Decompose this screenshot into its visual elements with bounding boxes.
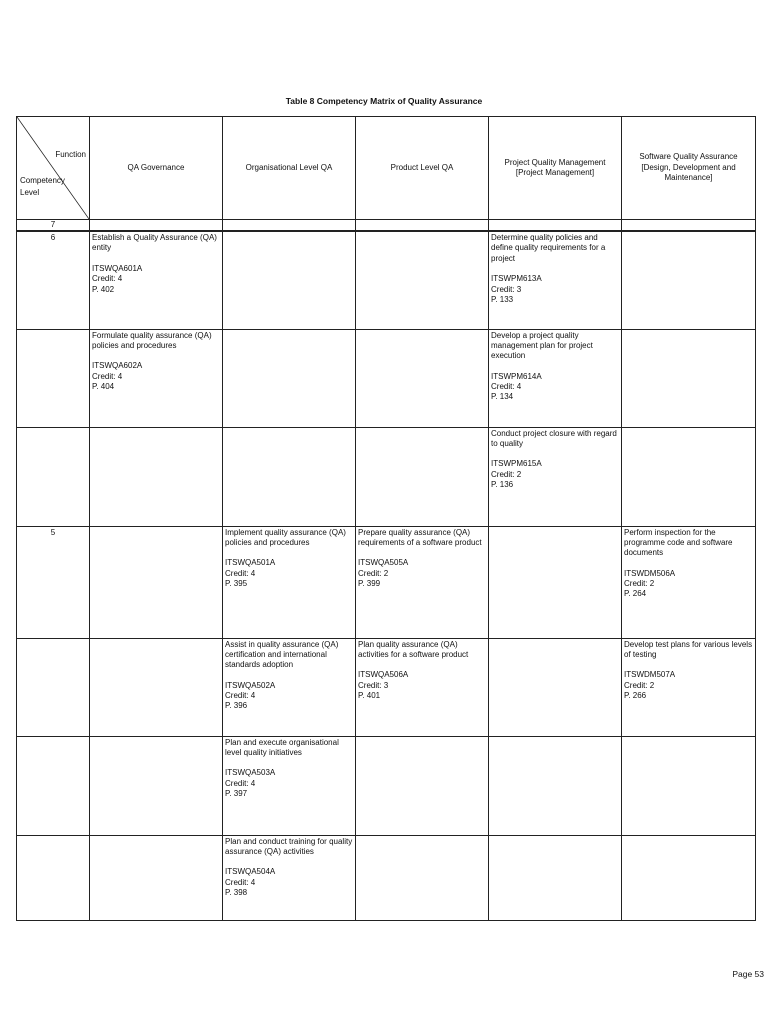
unit-page: P. 399 [358,579,381,589]
unit-page: P. 395 [225,579,248,589]
column-header-organisational-qa: Organisational Level QA [223,117,356,220]
unit-code: ITSWQA501A [225,558,276,568]
unit-cell [356,526,489,638]
unit-description: Develop a project quality management plan for project execution [491,330,593,361]
empty-cell [90,427,223,526]
unit-description: Implement quality assurance (QA) policies and procedures [225,527,346,547]
column-header-project-quality-management: Project Quality Management [Project Management] [489,117,622,220]
unit-code: ITSWPM613A [491,274,542,284]
unit-cell [622,526,756,638]
competency-level-label: Competency Level [20,176,65,197]
level-cell: 7 [17,220,90,232]
empty-cell [489,220,622,232]
unit-credit: Credit: 2 [624,579,655,589]
unit-description: Develop test plans for various levels of testing [624,639,753,659]
unit-page: P. 134 [491,392,514,402]
level-cell: 5 [17,526,90,638]
unit-credit: Credit: 4 [491,382,522,392]
empty-cell [17,638,90,736]
empty-cell [90,526,223,638]
unit-credit: Credit: 2 [491,469,522,479]
unit-credit: Credit: 2 [358,568,389,578]
empty-cell [223,329,356,427]
function-label: Function [55,150,86,159]
unit-page: P. 266 [624,691,647,701]
unit-code: ITSWPM615A [491,459,542,469]
unit-description: Assist in quality assurance (QA) certification and international standards adoption [225,639,339,670]
unit-cell [223,526,356,638]
table-row [17,329,756,427]
column-header-software-quality-assurance: Software Quality Assurance [Design, Development and Maintenance] [622,117,756,220]
table-row [17,231,756,329]
empty-cell [356,736,489,835]
unit-credit: Credit: 2 [624,680,655,690]
unit-page: P. 264 [624,589,647,599]
unit-credit: Credit: 4 [225,568,256,578]
empty-cell [489,835,622,920]
empty-cell [356,329,489,427]
empty-cell [356,835,489,920]
unit-page: P. 398 [225,888,248,898]
unit-credit: Credit: 3 [491,284,522,294]
unit-description: Prepare quality assurance (QA) requirements of a software product [358,527,482,547]
empty-cell [489,526,622,638]
table-row [17,736,756,835]
unit-cell [90,231,223,329]
table-row [17,835,756,920]
empty-cell [622,427,756,526]
unit-cell [356,638,489,736]
unit-cell [489,427,622,526]
empty-cell [90,220,223,232]
column-header-qa-governance: QA Governance [90,117,223,220]
empty-cell [17,329,90,427]
unit-page: P. 404 [92,382,115,392]
unit-credit: Credit: 3 [358,680,389,690]
unit-description: Determine quality policies and define quality requirements for a project [491,233,606,263]
unit-page: P. 402 [92,284,115,294]
unit-page: P. 136 [491,480,514,490]
column-header-product-qa: Product Level QA [356,117,489,220]
empty-cell [489,638,622,736]
unit-page: P. 401 [358,691,381,701]
unit-code: ITSWDM506A [624,568,676,578]
unit-description: Conduct project closure with regard to quality [491,428,617,448]
unit-cell [223,835,356,920]
empty-cell [622,329,756,427]
unit-cell [223,638,356,736]
unit-code: ITSWQA601A [92,263,143,273]
unit-code: ITSWQA602A [92,361,143,371]
unit-page: P. 396 [225,701,248,711]
unit-code: ITSWPM614A [491,371,542,381]
empty-cell [223,220,356,232]
empty-cell [356,231,489,329]
unit-cell [223,736,356,835]
empty-cell [223,231,356,329]
page-number: Page 53 [732,969,764,979]
unit-description: Plan and conduct training for quality assurance (QA) activities [225,836,353,856]
unit-cell [489,329,622,427]
unit-cell [90,329,223,427]
unit-cell [622,638,756,736]
empty-cell [622,231,756,329]
empty-cell [622,835,756,920]
empty-cell [356,220,489,232]
empty-cell [489,736,622,835]
table-row [17,638,756,736]
empty-cell [17,835,90,920]
unit-credit: Credit: 4 [225,877,256,887]
corner-header-cell [17,117,90,220]
header-row [17,117,756,220]
table-row [17,427,756,526]
table-row [17,526,756,638]
unit-credit: Credit: 4 [225,691,256,701]
unit-code: ITSWDM507A [624,670,676,680]
unit-code: ITSWQA504A [225,867,276,877]
unit-description: Plan and execute organisational level quality initiatives [225,737,339,757]
empty-cell [622,220,756,232]
unit-code: ITSWQA506A [358,670,409,680]
table-title: Table 8 Competency Matrix of Quality Assurance [285,96,483,106]
unit-credit: Credit: 4 [92,274,123,284]
empty-cell [90,835,223,920]
table-row-level-7 [17,220,756,232]
empty-cell [223,427,356,526]
unit-description: Establish a Quality Assurance (QA) entity [92,233,217,253]
empty-cell [90,638,223,736]
unit-page: P. 133 [491,294,514,304]
empty-cell [17,736,90,835]
unit-credit: Credit: 4 [225,778,256,788]
level-cell: 6 [17,231,90,329]
competency-matrix-table [16,116,756,921]
unit-page: P. 397 [225,789,248,799]
unit-description: Plan quality assurance (QA) activities for a software product [358,639,469,659]
empty-cell [17,427,90,526]
empty-cell [356,427,489,526]
unit-description: Formulate quality assurance (QA) policies and procedures [92,330,212,350]
unit-code: ITSWQA502A [225,680,276,690]
unit-code: ITSWQA505A [358,558,409,568]
empty-cell [622,736,756,835]
unit-description: Perform inspection for the programme code and software documents [624,527,733,558]
diagonal-divider [17,117,89,219]
unit-credit: Credit: 4 [92,371,123,381]
unit-code: ITSWQA503A [225,768,276,778]
empty-cell [90,736,223,835]
unit-cell [489,231,622,329]
